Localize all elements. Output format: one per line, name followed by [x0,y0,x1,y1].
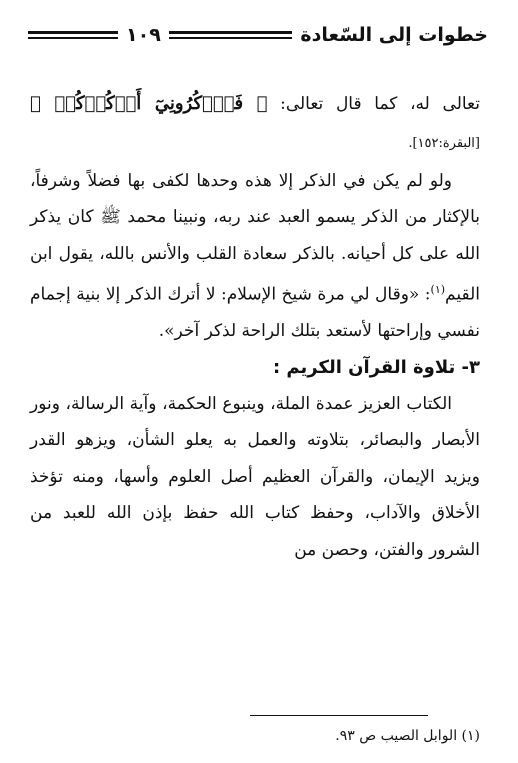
footnote-divider [250,715,428,716]
footnote-marker: (١) [430,283,446,297]
footnote: (١) الوابل الصيب ص ٩٣. [335,728,480,744]
page-body [30,86,480,568]
paragraph-3: الكتاب العزيز عمدة الملة، وينبوع الحكمة، وآية الرسالة، ونور الأبصار والبصائر، بتلاوته والعمل به يعلو الشأن، ويزهو القدر ويزيد الإيمان، والقرآن العظيم أصل العلوم وأسها، ومنه تؤخذ الأخلاق والآداب، وحفظ كتاب الله حفظ بإذن الله للعبد من الشرور والفتن، وحصن من [30,393,480,560]
quran-reference: [البقرة:١٥٢]. [408,136,480,152]
paragraph-1 [30,86,480,163]
header-rule-left [28,31,118,39]
paragraph-2-text-a: ولو لم يكن في الذكر إلا هذه وحدها لكفى بها فضلاً وشرفاً، بالإكثار من الذكر يسمو العبد عند ربه، ونبينا محمد ﷺ كان يذكر الله على كل أحيانه. بالذكر سعادة القلب والأنس بالله، يقول ابن القيم [30,170,480,305]
page-number: ١٠٩ [126,24,161,46]
header-rule [169,31,293,39]
paragraph-2-text-b: : «وقال لي مرة شيخ الإسلام: لا أترك الذكر إلا بنية إجمام نفسي وإراحتها لأستعد بتلك الراحة لذكر آخر». [30,284,480,342]
quran-quote: ﴿ فَٱذۡكُرُونِيٓ أَذۡكُرۡكُمۡ ﴾ [30,93,268,114]
running-title: خطوات إلى السّعادة [300,24,488,46]
paragraph-2 [30,163,480,350]
paragraph-1-text: تعالى له، كما قال تعالى: [267,94,480,114]
page-header [28,18,488,52]
section-heading: ٣- تلاوة القرآن الكريم : [272,356,480,378]
